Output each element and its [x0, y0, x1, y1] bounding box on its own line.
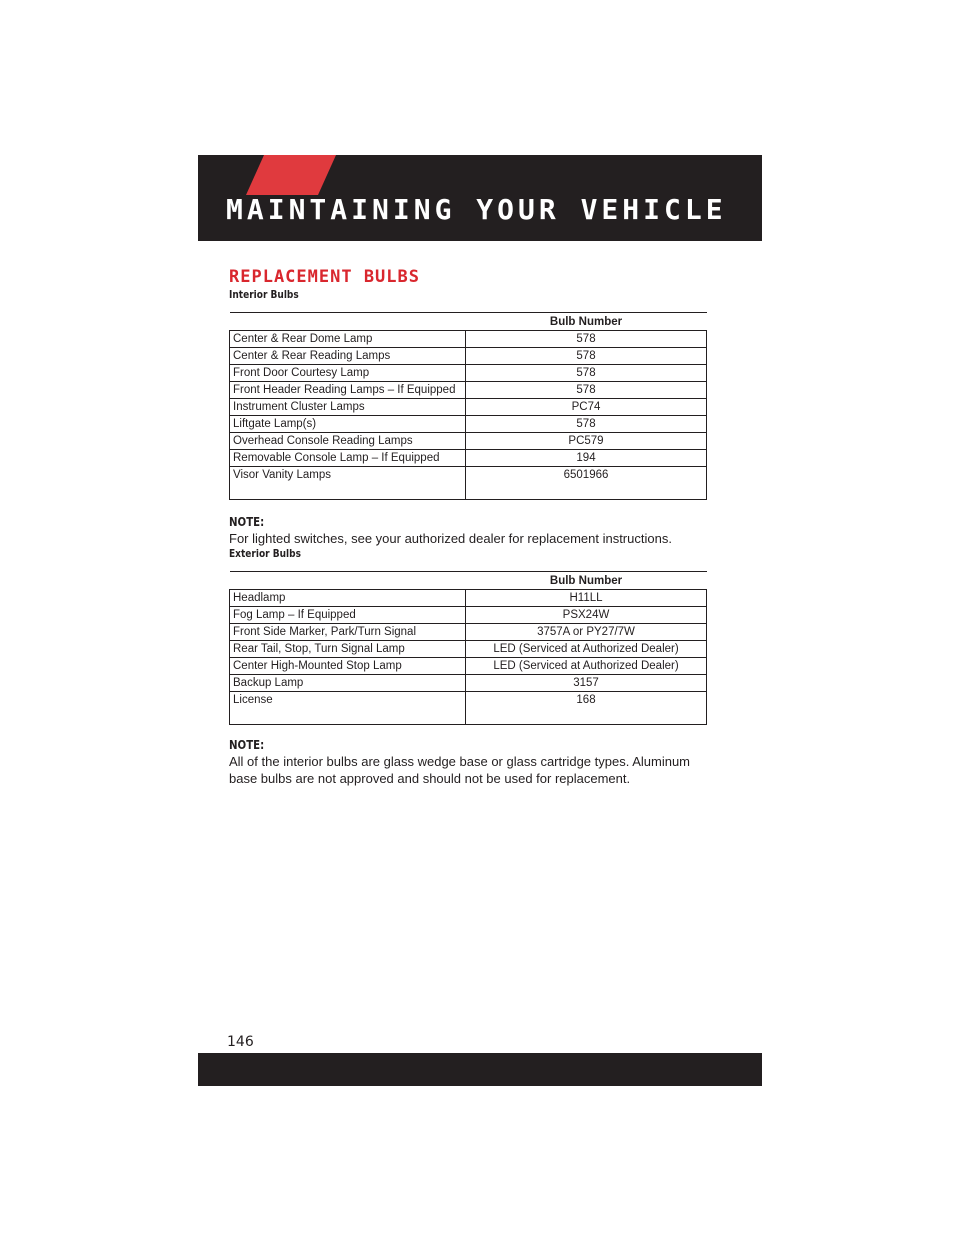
blank-header — [230, 313, 466, 331]
lamp-name: Liftgate Lamp(s) — [230, 416, 466, 433]
table-row — [230, 607, 707, 624]
note-text: For lighted switches, see your authorized dealer for replacement instructions. — [229, 531, 672, 546]
bulb-number: PC74 — [466, 399, 707, 416]
table-row — [230, 692, 707, 725]
bulb-number: 6501966 — [466, 467, 707, 500]
bulb-number: 578 — [466, 382, 707, 399]
interior-bulbs-table — [229, 312, 707, 500]
lamp-name: Center & Rear Dome Lamp — [230, 331, 466, 348]
bulb-number: 194 — [466, 450, 707, 467]
bulb-number: PSX24W — [466, 607, 707, 624]
table-row — [230, 590, 707, 607]
lamp-name: Front Door Courtesy Lamp — [230, 365, 466, 382]
section-title: REPLACEMENT BULBS — [229, 267, 420, 287]
lamp-name: License — [230, 692, 466, 725]
note-text: All of the interior bulbs are glass wedge base or glass cartridge types. Aluminum base bulbs are not approved and should not be used for replacement. — [229, 754, 691, 786]
note-label: NOTE: — [229, 515, 265, 529]
bulb-number-header: Bulb Number — [466, 572, 707, 590]
bulb-number: 3157 — [466, 675, 707, 692]
bulb-number: 578 — [466, 348, 707, 365]
table-row — [230, 450, 707, 467]
lamp-name: Fog Lamp – If Equipped — [230, 607, 466, 624]
header-bar — [198, 155, 762, 241]
table-row — [230, 675, 707, 692]
table-row — [230, 331, 707, 348]
lamp-name: Backup Lamp — [230, 675, 466, 692]
bulb-number: 578 — [466, 331, 707, 348]
lamp-name: Front Header Reading Lamps – If Equipped — [230, 382, 466, 399]
table-row — [230, 365, 707, 382]
bulb-number: 3757A or PY27/7W — [466, 624, 707, 641]
bulb-number: 168 — [466, 692, 707, 725]
lamp-name: Instrument Cluster Lamps — [230, 399, 466, 416]
bulb-number: LED (Serviced at Authorized Dealer) — [466, 641, 707, 658]
table-row — [230, 382, 707, 399]
bulb-number: LED (Serviced at Authorized Dealer) — [466, 658, 707, 675]
lamp-name: Removable Console Lamp – If Equipped — [230, 450, 466, 467]
lamp-name: Center High-Mounted Stop Lamp — [230, 658, 466, 675]
blank-header — [230, 572, 466, 590]
bulb-number: 578 — [466, 416, 707, 433]
table-row — [230, 624, 707, 641]
bulb-number: PC579 — [466, 433, 707, 450]
lamp-name: Visor Vanity Lamps — [230, 467, 466, 500]
table-row — [230, 399, 707, 416]
footer-bar — [198, 1053, 762, 1086]
table-header-row — [230, 572, 707, 590]
page-content — [229, 266, 707, 787]
exterior-bulbs-table — [229, 571, 707, 725]
lamp-name: Headlamp — [230, 590, 466, 607]
interior-subhead: Interior Bulbs — [229, 288, 299, 301]
lamp-name: Front Side Marker, Park/Turn Signal — [230, 624, 466, 641]
page-number: 146 — [227, 1034, 254, 1050]
note-label: NOTE: — [229, 738, 265, 752]
table-header-row — [230, 313, 707, 331]
table-row — [230, 433, 707, 450]
lamp-name: Overhead Console Reading Lamps — [230, 433, 466, 450]
lamp-name: Center & Rear Reading Lamps — [230, 348, 466, 365]
table-row — [230, 467, 707, 500]
table-row — [230, 658, 707, 675]
table-row — [230, 348, 707, 365]
lamp-name: Rear Tail, Stop, Turn Signal Lamp — [230, 641, 466, 658]
table-row — [230, 416, 707, 433]
stripes-icon — [198, 155, 348, 195]
bulb-number: H11LL — [466, 590, 707, 607]
chapter-title: MAINTAINING YOUR VEHICLE — [226, 193, 727, 226]
table-row — [230, 641, 707, 658]
bulb-number: 578 — [466, 365, 707, 382]
exterior-subhead: Exterior Bulbs — [229, 547, 301, 560]
bulb-number-header: Bulb Number — [466, 313, 707, 331]
